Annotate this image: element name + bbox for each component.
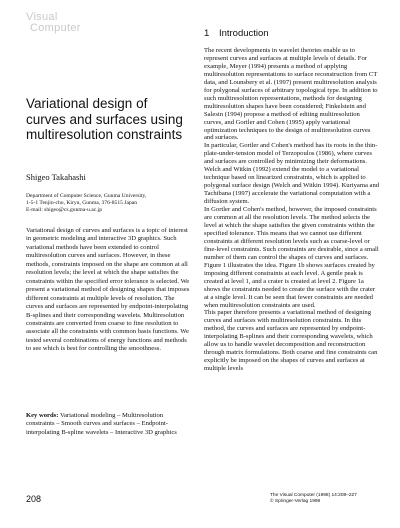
section-heading <box>204 28 269 39</box>
journal-logo <box>26 12 81 34</box>
body-text <box>204 47 380 373</box>
keywords-label: Key words: <box>26 412 59 419</box>
keywords-text: Variational modeling – Multiresolution constraints – Smooth curves and surfaces – Endpoint-interpolating B-spline wavelets – Interactive 3D graphics <box>26 412 177 436</box>
abstract: Variational design of curves and surfaces is a topic of interest in geometric modeling and interactive 3D graphics. Such variational methods have been extended to control multiresolution curves and surfaces. However, in these methods, constraints imposed on the shape are common at all resolution levels; the level at which the shape satisfies the constraints within the specified error tolerance is selected. We present a variational method of designing shapes that imposes different constraints at multiple levels of resolution. The curves and surfaces are represented by endpoint-interpolating B-splines and their corresponding wavelets. Multiresolution constraints are converted from coarse to fine resolution to associate all the constraints with common basis functions. We tested several combinations of energy functions and methods to see which is best for controlling the smoothness. <box>26 227 190 353</box>
author-email: E-mail: shigeo@cs.gunma-u.ac.jp <box>26 207 102 214</box>
author-affiliation <box>26 193 186 215</box>
keywords <box>26 412 190 437</box>
body-paragraph: This paper therefore presents a variational method of designing curves and surfaces with multiresolution constraints. In this method, the curves and surfaces are represented by endpoint-interpolating B-splines and their corresponding wavelets, which allow us to handle wavelet decomposition and reconstruction through matrix formulations. Both coarse and fine constraints can explicitly be imposed on the shapes of curves and surfaces at multiple levels <box>204 309 378 373</box>
section-title: Introduction <box>218 28 269 39</box>
section-number: 1 <box>204 28 210 39</box>
page-number: 208 <box>26 494 42 504</box>
logo-line-1: Visual <box>26 11 58 23</box>
affiliation-line: Department of Computer Science, Gunma University, <box>26 193 147 199</box>
affiliation-line: 1-5-1 Tenjin-cho, Kiryu, Gunma, 376-8515 Japan <box>26 200 138 207</box>
journal-line: The Visual Computer (1998) 14:208–227 <box>270 493 357 498</box>
logo-line-2: Computer <box>30 22 81 34</box>
copyright-line: © Springer-Verlag 1998 <box>270 499 321 504</box>
journal-citation <box>270 493 357 505</box>
author-name: Shigeo Takahashi <box>26 172 86 182</box>
body-paragraph: In particular, Gortler and Cohen's method has its roots in the thin-plate-under-tension model of Terzopoulos (1986), where curves and surfaces are controlled by minimizing their deformations. Welch and Witkin (1992) extend the model to a variational technique based on linearized constraints, which is applied to polygonal surface design (Welch and Witkin 1994). Kuriyama and Tachibana (1997) accelerate the variational computation with a diffusion system. <box>204 142 380 206</box>
paper-title: Variational design of curves and surfaces using multiresolution constraints <box>26 96 183 142</box>
body-paragraph: In Gortler and Cohen's method, however, the imposed constraints are common at all the resolution levels. The method selects the level at which the shape satisfies the given constraints within the specified tolerance. This means that we cannot use different constraints at different resolution levels such as coarse-level or fine-level constraints. Such constraints are desirable, since a small number of them can control the shapes of curves and surfaces. Figure 1 illustrates the idea. Figure 1b shows surfaces created by imposing different constraints at each level. A gentle peak is created at level 1, and a crater is created at level 2. Figure 1a shows the constraints needed to create the surface with the crater at a single level. It can be seen that fewer constraints are needed when multiresolution constraints are used. <box>204 206 379 309</box>
body-paragraph: The recent developments in wavelet theories enable us to represent curves and surfaces at multiple levels of details. For example, Meyer (1994) presents a method of applying multiresolution representations to surface reconstruction from CT data, and Lounsbery et al. (1997) present multiresolution analysis for polygonal surfaces of arbitrary topological type. In addition to such multiresolution representations, methods for designing multiresolution shapes have been considered; Finkelstein and Salesin (1994) propose a method of editing multiresolution curves, and Gortler and Cohen (1995) apply variational optimization techniques to the design of multiresolution curves and surfaces. <box>204 47 378 142</box>
